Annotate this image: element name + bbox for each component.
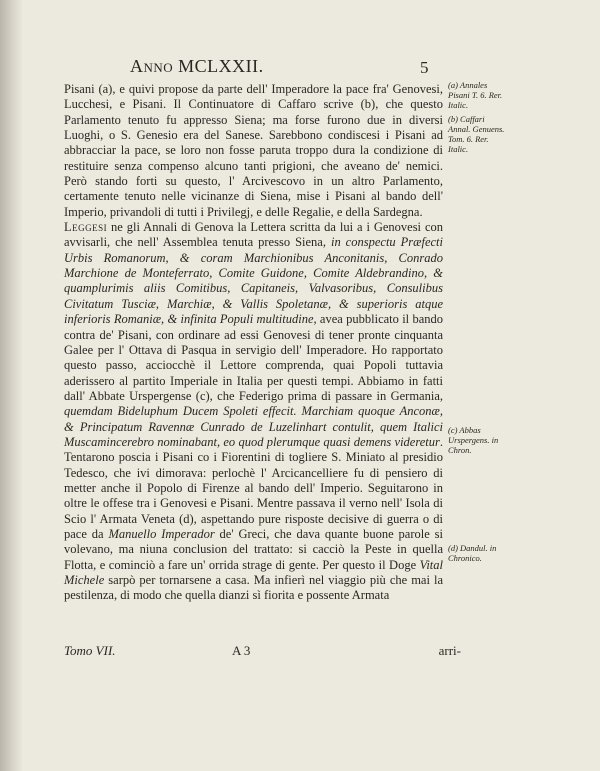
catchword: arri- — [438, 643, 461, 658]
page-header — [60, 56, 440, 82]
latin-quote-2: quemdam Bideluphum Ducem Spoleti effecit. Marchiam quoque Anconæ, & Principatum Ravennæ Cunrado de Luzelinhart contulit, quem Italici Muscamincerebro nominabant, eo quod plerumque quasi demens videretur — [64, 404, 443, 449]
running-head: Anno MCLXXII. — [130, 56, 264, 76]
margin-note-a: (a) Annales Pisani T. 6. Rer. Italic. — [448, 80, 503, 110]
main-text — [64, 82, 443, 604]
paragraph-2-lead: Leggesi — [64, 220, 108, 235]
name-vital-michele: Vital Michele — [64, 557, 443, 587]
paragraph-1: Pisani (a), e quivi propose da parte dell' Imperadore la pace fra' Genovesi, Lucchesi, e Pisani. Il Continuatore di Caffaro scrive (b), che questo Parlamento tenuto fu appresso Siena; ma forse furono due in diversi Luoghi, o S. Genesio era del Sanese. Sarebbono condiscesi i Pisani ad abbracciar la pace, se loro non fosse paruta troppo dura la condizione di restituire senza compenso alcuno tanti prigioni, che aveano de' nemici. Però stando forti su questo, l' Arcivescovo in un altro Parlamento, certamente tenuto nelle vicinanze di Siena, mise i Pisani al bando dell' Imperio, privandoli di tutti i Privilegj, e delle Regalie, e della Sardegna. — [64, 82, 443, 219]
paragraph-2-text-d: de' Greci, che dava quante buone parole si volevano, ma niuna conclusion del trattato: si cacciò la Peste in quella Flotta, e cominciò a fare un' orrida strage di gente. Per questo il Doge — [64, 526, 443, 572]
volume-label: Tomo VII. — [64, 643, 116, 658]
binding-gutter — [0, 0, 22, 771]
paragraph-2-text-b: , avea pubblicato il bando contra de' Pisani, con ordinare ad essi Genovesi di tener pronte cinquanta Galee per l' Ottava di Pasqua in servigio dell' Imperadore. Ho rapportato questo passo, acciocchè il Lettore comprenda, quai Popoli tuttavia aderissero al partito Imperiale in Italia per questi tempi. Abbiamo in fatti dall' Abbate Urspergense (c), che Federigo prima di passare in Germania, — [64, 312, 443, 403]
paragraph-2-text-e: sarpò per tornarsene a casa. Ma infierì nel viaggio più che mai la pestilenza, di modo che quella dianzi sì fiorita e possente Armata — [64, 573, 443, 603]
name-manuello: Manuello Imperador — [108, 526, 215, 541]
margin-note-d: (d) Dandul. in Chronico. — [448, 543, 497, 563]
page-number: 5 — [420, 58, 429, 77]
margin-note-c: (c) Abbas Urspergens. in Chron. — [448, 425, 499, 455]
paragraph-2-text-c: . Tentarono poscia i Pisani co i Fiorentini di togliere S. Miniato al presidio Tedesco, che ivi dimorava: perlochè l' Arcicancelliere fu di pensiero di metter anche il Popolo di Firenze al bando dell' Imperio. Seguitarono in oltre le offese tra i Genovesi e Pisani. Mentre passava il verno nell' Isola di Scio l' Armata Veneta (d), aspettando pure risposte decisive di guerra o di pace da — [64, 434, 443, 541]
page-footer — [64, 643, 461, 661]
margin-note-b: (b) Caffari Annal. Genuens. Tom. 6. Rer. Italic. — [448, 114, 505, 154]
signature-mark: A 3 — [232, 643, 251, 658]
paragraph-2-text-a: ne gli Annali di Genova la Lettera scritta da lui a i Genovesi con avvisarli, che nell' Assemblea tenuta presso Siena, — [64, 220, 443, 250]
paragraph-2 — [64, 220, 443, 604]
latin-quote-1: in conspectu Præfecti Urbis Romanorum, & coram Marchionibus Anconitanis, Conrado Marchione de Monteferrato, Comite Guidone, Comite Aldebrandino, & quamplurimis aliis Comitibus, Capitaneis, Valvasoribus, Consulibus Civitatum Tusciæ, Marchiæ, & Vallis Spoletanæ, & superioris atque inferioris Romaniæ, & infinita Populi multitudine — [64, 235, 444, 327]
